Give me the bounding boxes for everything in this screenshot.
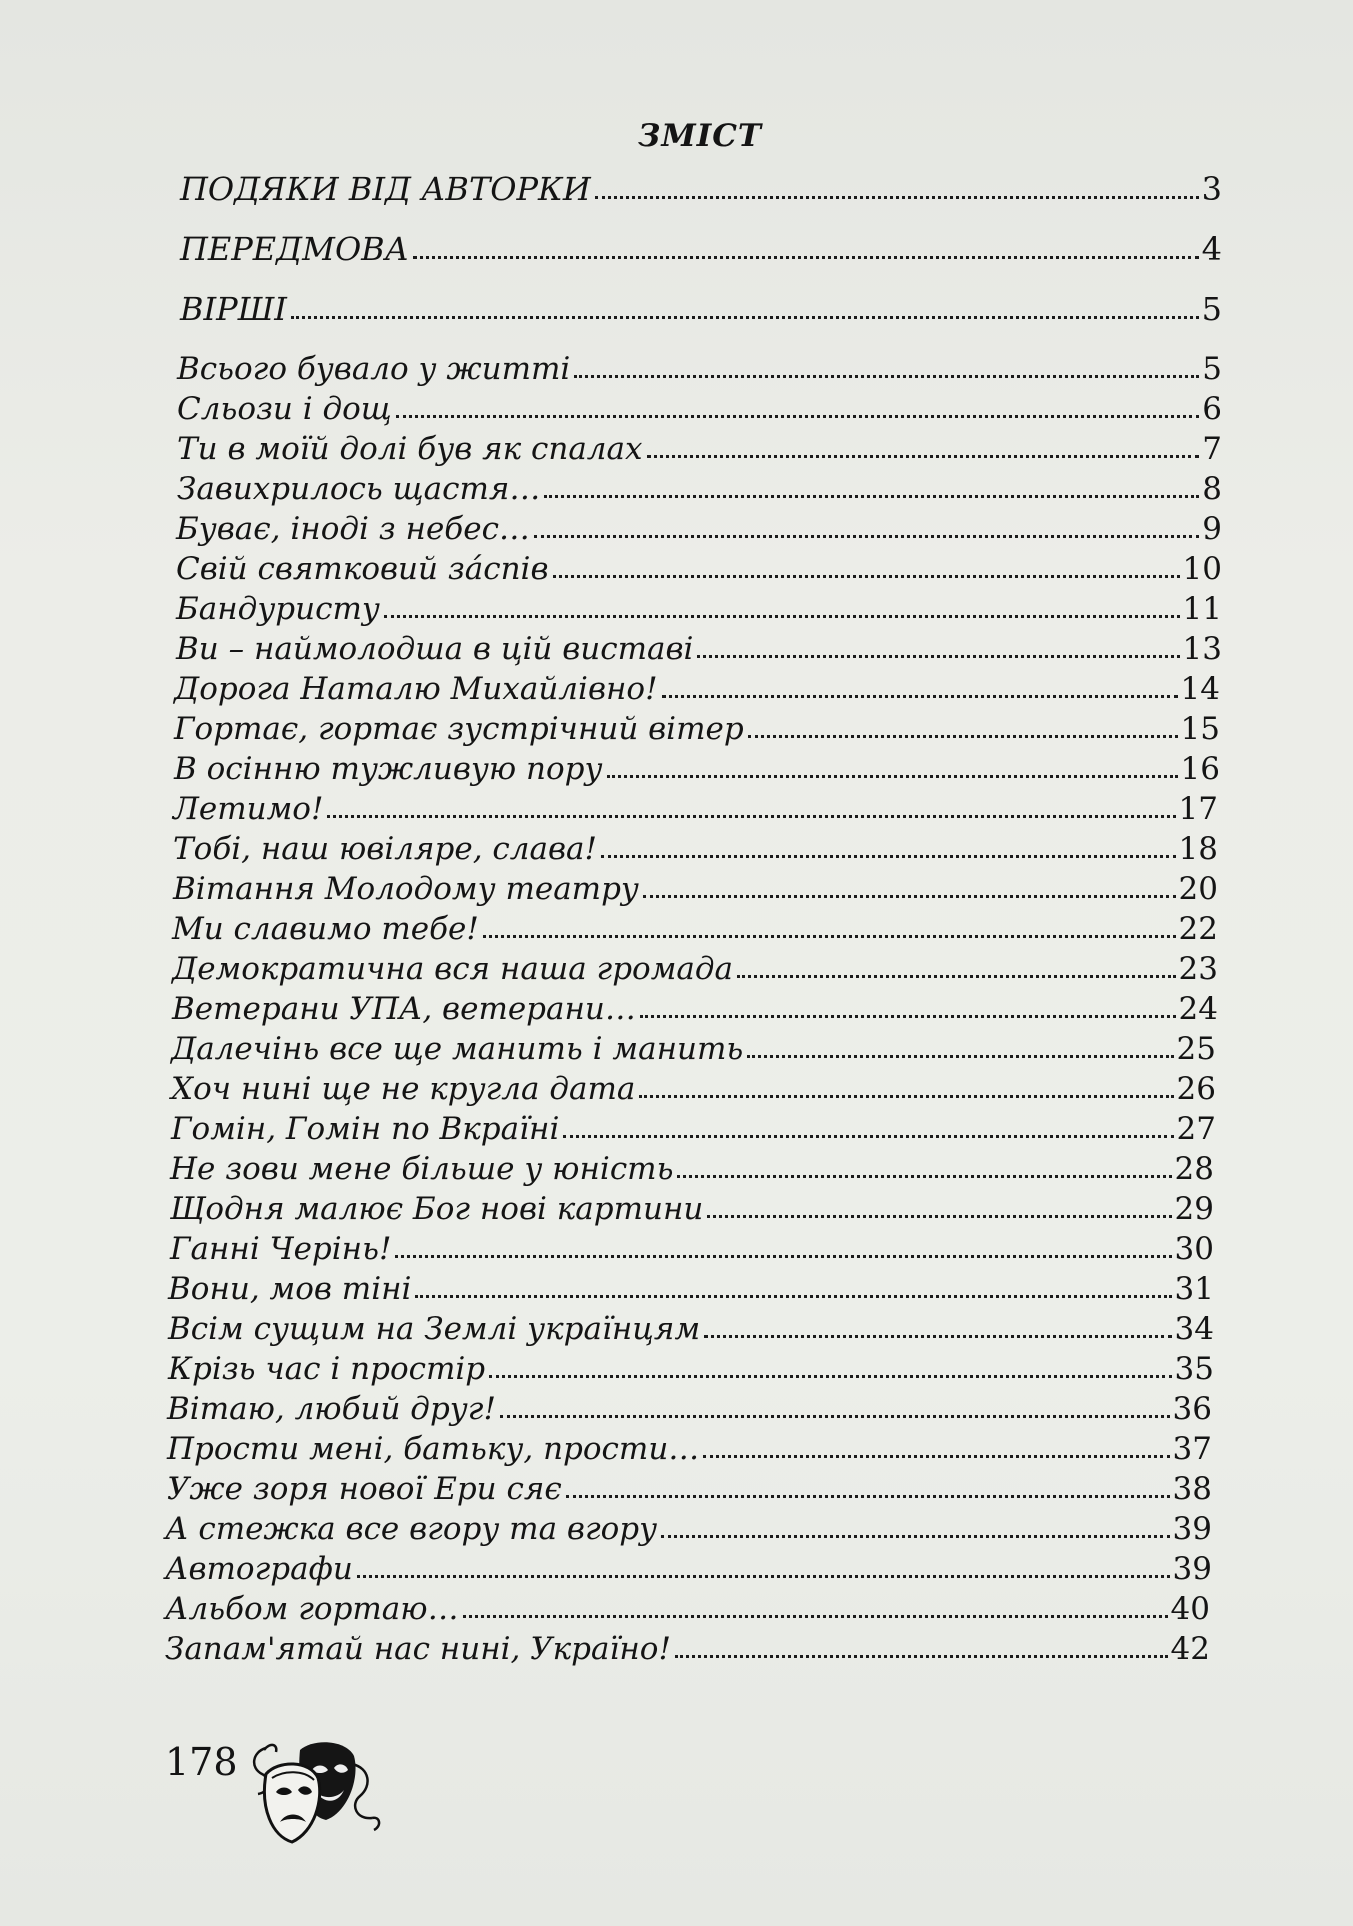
toc-entry [168, 1351, 1214, 1387]
dot-leader [639, 1095, 1173, 1098]
toc-entry-page: 38 [1172, 1471, 1212, 1507]
toc-entry-page: 4 [1201, 230, 1222, 268]
toc-entry [176, 591, 1222, 627]
toc-entry [171, 1111, 1216, 1147]
toc-entry-title: Демократична вся наша громада [172, 951, 734, 987]
dot-leader [563, 1135, 1173, 1138]
dot-leader [357, 1575, 1170, 1578]
toc-entry-page: 14 [1180, 671, 1220, 707]
toc-entry-page: 39 [1172, 1511, 1212, 1547]
toc-entry [171, 1071, 1216, 1107]
toc-entry [177, 471, 1222, 507]
dot-leader [553, 575, 1180, 578]
toc-entry [165, 1591, 1210, 1627]
dot-leader [595, 196, 1199, 199]
toc-entry-title: Ветерани УПА, ветерани… [172, 991, 636, 1027]
toc-entry [170, 1191, 1214, 1227]
dot-leader [662, 695, 1178, 698]
toc-entry [172, 951, 1218, 987]
toc-entry-page: 42 [1170, 1631, 1210, 1667]
toc-entry-title: Сльози і дощ [177, 391, 392, 427]
toc-entry-title: Ганні Черінь! [170, 1231, 392, 1267]
toc-entry [165, 1511, 1212, 1547]
dot-leader [704, 1335, 1171, 1338]
toc-entry [174, 751, 1220, 787]
dot-leader [661, 1535, 1169, 1538]
toc-entry-page: 37 [1172, 1431, 1212, 1467]
toc-entry-page: 25 [1176, 1031, 1216, 1067]
toc-entry-title: Прости мені, батьку, прости… [167, 1431, 700, 1467]
toc-entry-title: Завихрилось щастя… [177, 471, 541, 507]
toc-entry [168, 1271, 1214, 1307]
toc-entry [168, 1311, 1214, 1347]
dot-leader [607, 775, 1178, 778]
toc-entry-title: Всього бувало у житті [177, 351, 571, 387]
toc-entry-title: Запам'ятай нас нині, Україно! [165, 1631, 671, 1667]
toc-entry-title: Гортає, гортає зустрічний вітер [174, 711, 744, 747]
toc-entry-page: 10 [1182, 551, 1222, 587]
toc-entry-title: Дорога Наталю Михайлівно! [174, 671, 658, 707]
toc-entry-title: Далечінь все ще манить і манить [171, 1031, 744, 1067]
toc-entry [173, 871, 1218, 907]
toc-entry-title: Хоч нині ще не кругла дата [171, 1071, 636, 1107]
toc-entry [174, 671, 1220, 707]
dot-leader [327, 815, 1175, 818]
toc-entry-page: 23 [1178, 951, 1218, 987]
toc-entry [165, 1551, 1212, 1587]
toc-entry-title: Бандуристу [176, 591, 380, 627]
dot-leader [395, 1255, 1171, 1258]
dot-leader [647, 455, 1200, 458]
dot-leader [534, 535, 1199, 538]
toc-entry [177, 391, 1222, 427]
toc-entry-page: 28 [1174, 1151, 1214, 1187]
toc-entry-title: А стежка все вгору та вгору [165, 1511, 658, 1547]
toc-entry-page: 27 [1176, 1111, 1216, 1147]
toc-entry-page: 24 [1178, 991, 1218, 1027]
toc-entry-title: Ми славимо тебе! [172, 911, 479, 947]
toc-entry-title: Тобі, наш ювіляре, слава! [173, 831, 597, 867]
toc-entry [173, 831, 1218, 867]
toc-entry [173, 791, 1218, 827]
toc-entry [176, 551, 1222, 587]
toc-entry [171, 1031, 1216, 1067]
dot-leader [483, 935, 1176, 938]
theatre-masks-icon [244, 1734, 394, 1846]
toc-entry [170, 1151, 1214, 1187]
toc-entry-page: 6 [1202, 391, 1222, 427]
toc-entry-title: Ти в моїй долі був як спалах [177, 431, 643, 467]
toc-entry-page: 17 [1178, 791, 1218, 827]
dot-leader [413, 256, 1199, 259]
dot-leader [697, 655, 1179, 658]
dot-leader [396, 415, 1199, 418]
toc-entry [176, 511, 1222, 547]
toc-entry-page: 5 [1202, 351, 1222, 387]
toc-entry [167, 1391, 1212, 1427]
toc-entry-page: 13 [1182, 631, 1222, 667]
dot-leader [291, 316, 1199, 319]
dot-leader [748, 735, 1178, 738]
toc-entry-page: 5 [1201, 290, 1222, 328]
dot-leader [703, 1455, 1169, 1458]
dot-leader [643, 895, 1176, 898]
toc-entry-page: 22 [1178, 911, 1218, 947]
page-footer [165, 1737, 394, 1846]
dot-leader [675, 1655, 1168, 1658]
dot-leader [601, 855, 1176, 858]
dot-leader [677, 1175, 1171, 1178]
dot-leader [747, 1055, 1173, 1058]
toc-entry-page: 7 [1202, 431, 1222, 467]
toc-entry-title: Всім сущим на Землі українцям [168, 1311, 701, 1347]
toc-entry-title: В осінню тужливую пору [174, 751, 603, 787]
toc-entry [176, 631, 1222, 667]
dot-leader [737, 975, 1176, 978]
toc-entry-title: Альбом гортаю… [165, 1591, 459, 1627]
toc-entry-page: 34 [1174, 1311, 1214, 1347]
toc-entry-title: Щодня малює Бог нові картини [170, 1191, 704, 1227]
toc-entry-title: Ви – наймолодша в цій виставі [176, 631, 694, 667]
toc-entry [180, 171, 1222, 207]
toc-entry [172, 911, 1218, 947]
toc-entry-page: 26 [1176, 1071, 1216, 1107]
toc-entry-page: 31 [1174, 1271, 1214, 1307]
toc-entry-page: 30 [1174, 1231, 1214, 1267]
toc-entry [170, 1231, 1214, 1267]
toc-entry [167, 1431, 1212, 1467]
toc-entry-title: ПОДЯКИ ВІД АВТОРКИ [180, 170, 591, 208]
dot-leader [489, 1375, 1171, 1378]
toc-entry [172, 991, 1218, 1027]
dot-leader [640, 1015, 1176, 1018]
toc-entry-title: Буває, іноді з небес… [176, 511, 530, 547]
toc-entry-title: Летимо! [173, 791, 324, 827]
toc-entry-title: Свій святковий зáспів [176, 551, 549, 587]
page-number: 178 [165, 1740, 238, 1784]
toc-entry-title: Не зови мене більше у юність [170, 1151, 674, 1187]
dot-leader [500, 1415, 1170, 1418]
toc-entry-page: 35 [1174, 1351, 1214, 1387]
toc-entry-title: Гомін, Гомін по Вкраїні [171, 1111, 560, 1147]
toc-entry-page: 3 [1201, 170, 1222, 208]
toc-entry-title: Крізь час і простір [168, 1351, 486, 1387]
toc-entry-title: Вони, мов тіні [168, 1271, 412, 1307]
toc-entry [167, 1471, 1212, 1507]
toc-entry-page: 15 [1180, 711, 1220, 747]
toc-entry-page: 40 [1170, 1591, 1210, 1627]
contents-heading: ЗМІСТ [638, 118, 762, 154]
toc-entry [180, 231, 1222, 267]
toc-entry-page: 16 [1180, 751, 1220, 787]
toc-entry [174, 711, 1220, 747]
toc-entry-page: 11 [1182, 591, 1222, 627]
dot-leader [384, 615, 1180, 618]
toc-entry-title: Вітаю, любий друг! [167, 1391, 496, 1427]
toc-entry-title: Автографи [165, 1551, 353, 1587]
dot-leader [463, 1615, 1168, 1618]
dot-leader [544, 495, 1199, 498]
toc-entry-title: Вітання Молодому театру [173, 871, 639, 907]
toc-entry [177, 431, 1222, 467]
toc-entry-page: 20 [1178, 871, 1218, 907]
toc-entry-title: ПЕРЕДМОВА [180, 230, 409, 268]
toc-entry-page: 39 [1172, 1551, 1212, 1587]
toc-entry [177, 351, 1222, 387]
toc-entry-page: 18 [1178, 831, 1218, 867]
dot-leader [415, 1295, 1171, 1298]
toc-entry-title: ВІРШІ [180, 290, 287, 328]
toc-entry [180, 291, 1222, 327]
toc-entry [165, 1631, 1210, 1667]
toc-entry-page: 29 [1174, 1191, 1214, 1227]
toc-entry-page: 36 [1172, 1391, 1212, 1427]
dot-leader [566, 1495, 1170, 1498]
toc-entry-page: 9 [1202, 511, 1222, 547]
dot-leader [574, 375, 1199, 378]
toc-entry-title: Уже зоря нової Ери сяє [167, 1471, 562, 1507]
toc-entry-page: 8 [1202, 471, 1222, 507]
dot-leader [707, 1215, 1171, 1218]
